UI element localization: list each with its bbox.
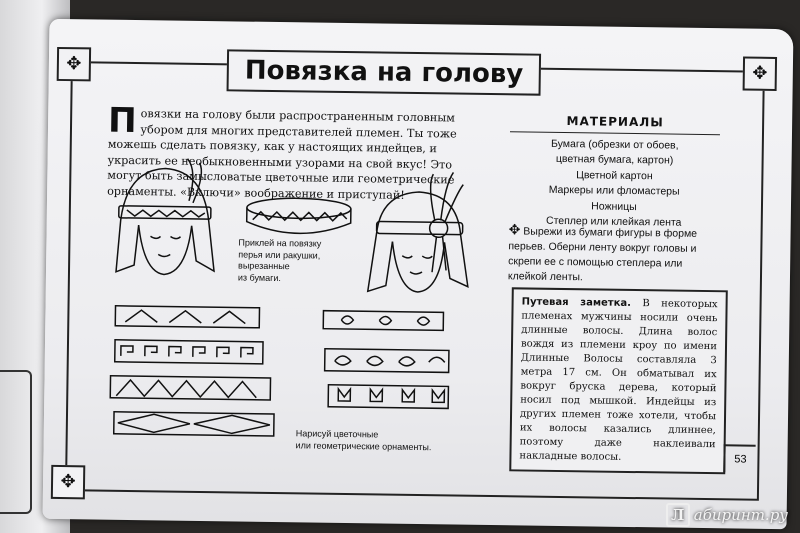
caption-line: или геометрические орнаменты. <box>295 439 432 452</box>
geometric-pattern-strips <box>110 306 276 436</box>
materials-item: Цветной картон <box>576 168 653 182</box>
corner-knot-icon: ✥ <box>57 47 91 81</box>
caption-line: перья или ракушки, <box>238 248 321 261</box>
note-heading: Путевая заметка. <box>521 296 632 309</box>
materials-item: Степлер или клейкая лента <box>545 214 682 229</box>
materials-item: цветная бумага, картон) <box>555 152 674 167</box>
watermark <box>666 503 788 527</box>
floral-pattern-strips <box>322 311 449 409</box>
left-page-frame-fragment <box>0 370 32 514</box>
page-number: 53 <box>723 444 755 472</box>
materials-item: Маркеры или фломастеры <box>548 183 680 198</box>
caption-line: Нарисуй цветочные <box>295 428 379 440</box>
book-page <box>43 19 794 529</box>
corner-knot-icon: ✥ <box>743 57 777 91</box>
watermark-text: абиринт.ру <box>693 506 788 524</box>
caption-line: из бумаги. <box>237 271 282 283</box>
headband-illustration <box>247 198 351 234</box>
materials-item: Ножницы <box>591 199 637 213</box>
drop-cap: П <box>107 100 137 142</box>
girl-with-headband-illustration <box>116 158 216 275</box>
page-title: Повязка на голову <box>227 49 542 95</box>
materials-item: Бумага (обрезки от обоев, <box>550 137 679 152</box>
instruction-text: Вырежи из бумаги фигуры в форме перьев. Оберни ленту вокруг головы и скрепи ее с помощью степлера или клейкой ленты. <box>507 225 698 284</box>
girl-with-feather-headband-illustration <box>368 171 470 292</box>
intro-text: овязки на голову были распространенным головным убором для многих представителей племен. Ты тоже можешь сделать повязку, как у настоящих индейцев, и украсить ее необыкновенными узорами на свой вкус! Это могут быть замысловатые цветочные или геометрические орнаменты. «Включи» воображение и приступай! <box>107 107 457 202</box>
caption-line: вырезанные <box>238 260 290 272</box>
note-text: В некоторых племенах мужчины носили очень длинные волосы. Длина волос вождя из племени кроу по имени Длинные Волосы составляла 3 метра 17 см. Он обматывал их вокруг бруска дерева, который носил под мышкой. Индейцы из других племен тоже хотели, чтобы их волосы казались длиннее, поэтому даже наклеивали накладные волосы. <box>519 298 718 463</box>
corner-knot-icon: ✥ <box>51 465 85 499</box>
watermark-logo: Л <box>666 503 690 527</box>
caption-line: Приклей на повязку <box>238 237 322 249</box>
materials-heading: МАТЕРИАЛЫ <box>510 113 720 134</box>
knot-ornament-icon: ✥ <box>508 222 521 239</box>
illustrations <box>43 19 794 529</box>
